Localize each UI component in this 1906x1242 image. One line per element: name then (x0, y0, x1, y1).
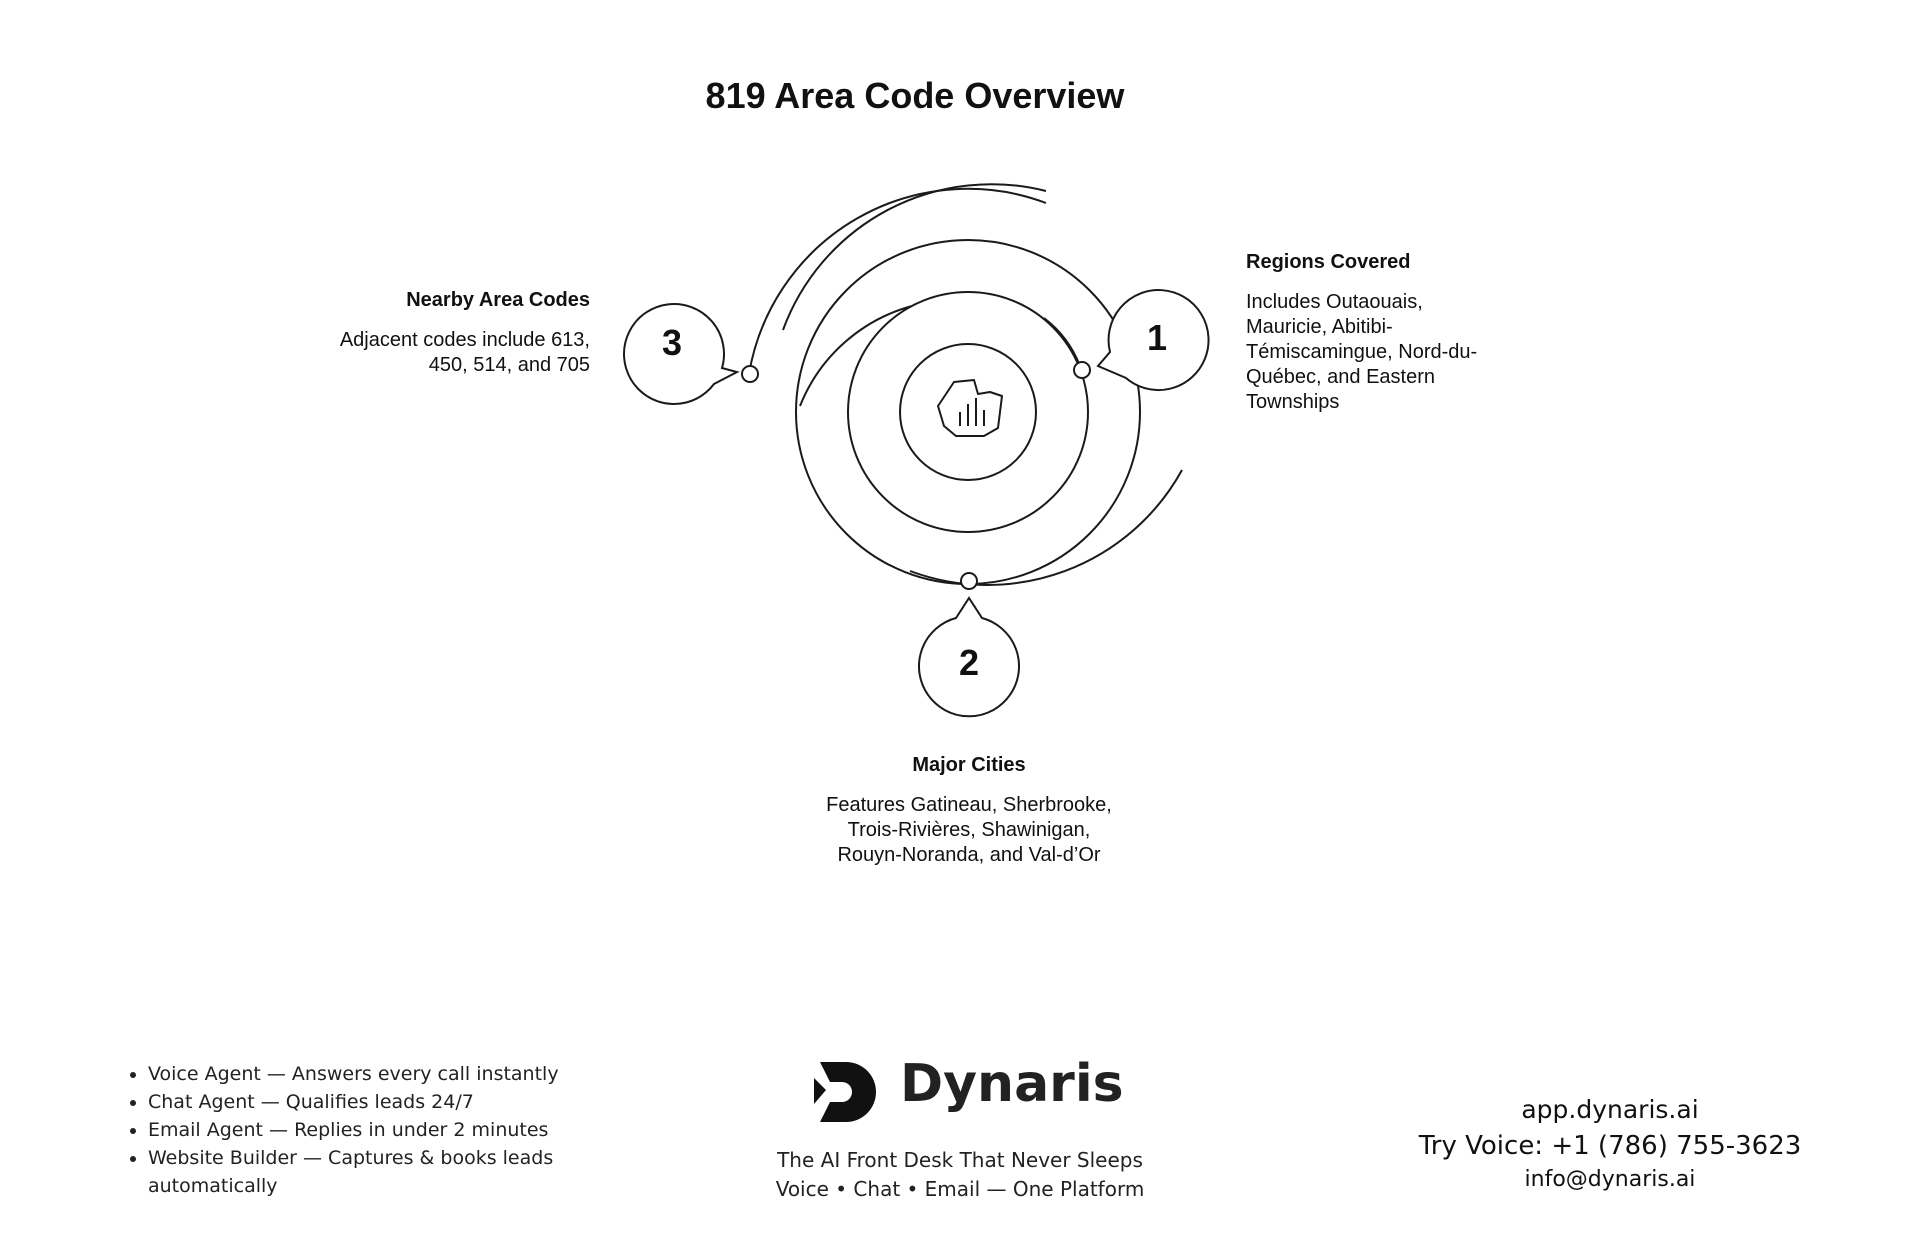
connector-dot-2 (961, 573, 977, 589)
contact-block (1400, 1092, 1820, 1196)
hand-chart-icon (938, 380, 1002, 436)
website-link[interactable]: app.dynaris.ai (1521, 1095, 1699, 1124)
section-description: Adjacent codes include 613, 450, 514, and 705 (339, 329, 590, 376)
inner-arc-left (800, 306, 912, 406)
section-heading: Nearby Area Codes (406, 289, 590, 311)
phone-number[interactable]: Try Voice: +1 (786) 755-3623 (1418, 1131, 1802, 1161)
feature-list (124, 1060, 618, 1200)
section-heading: Regions Covered (1246, 251, 1411, 273)
step-1-number: 1 (1146, 317, 1168, 358)
section-nearby-area-codes (290, 288, 590, 378)
list-item: • Email Agent — Replies in under 2 minutes (148, 1116, 618, 1144)
step-3-number: 3 (661, 322, 683, 363)
outer-arc-top (749, 189, 1046, 374)
connector-dot-3 (742, 366, 758, 382)
list-item: • Website Builder — Captures & books leads automatically (148, 1144, 618, 1200)
tagline: The AI Front Desk That Never Sleeps Voice • Chat • Email — One Platform (775, 1148, 1145, 1201)
email-link[interactable]: info@dynaris.ai (1524, 1167, 1696, 1192)
brand-name: Dynaris (900, 1054, 1124, 1114)
list-item: • Voice Agent — Answers every call instantly (148, 1060, 618, 1088)
page-title: 819 Area Code Overview (705, 75, 1125, 116)
section-regions-covered (1246, 250, 1546, 415)
section-heading: Major Cities (912, 754, 1026, 776)
outer-arc-bottom (910, 470, 1182, 585)
dynaris-logo (814, 1062, 876, 1122)
list-item: • Chat Agent — Qualifies leads 24/7 (148, 1088, 618, 1116)
section-major-cities (769, 753, 1169, 868)
connector-dot-1 (1074, 362, 1090, 378)
step-2-number: 2 (958, 642, 980, 683)
outermost-arc (783, 184, 1046, 330)
section-description: Includes Outaouais, Mauricie, Abitibi- Témiscamingue, Nord-du- Québec, and Eastern Townships (1246, 291, 1478, 413)
section-description: Features Gatineau, Sherbrooke, Trois-Rivières, Shawinigan, Rouyn-Noranda, and Val-d’Or (826, 794, 1112, 866)
